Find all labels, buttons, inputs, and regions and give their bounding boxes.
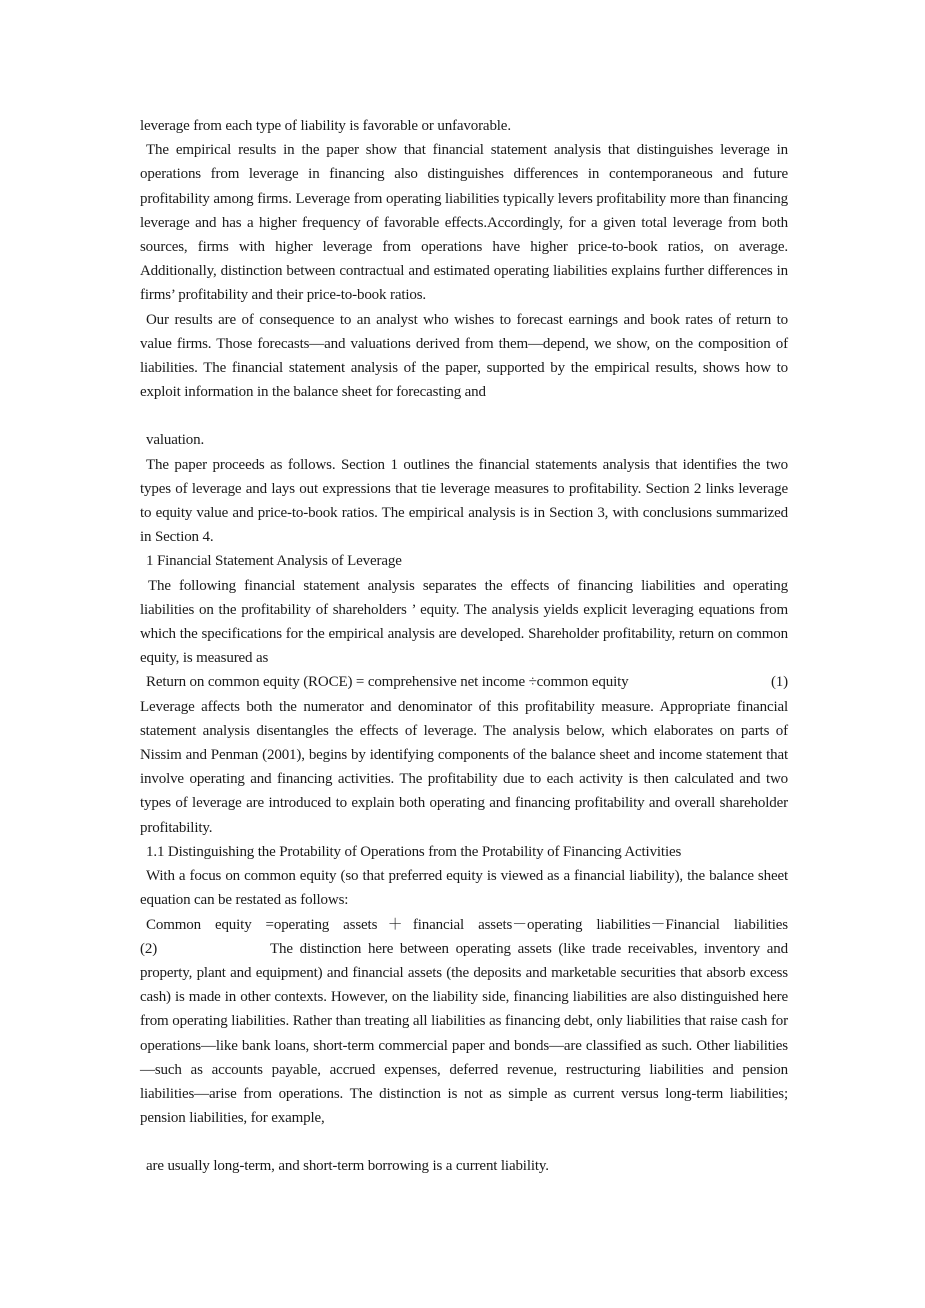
paragraph [140,937,788,1131]
paragraph-text: The distinction here between operating assets (like trade receivables, inventory and property, plant and equipment) and financial assets (the deposits and marketable securities that absorb excess cash) is made in other contexts. However, on the liability side, financing liabilities are also distinguished here from operating liabilities. Rather than treating all liabilities as financing debt, only liabilities that raise cash for operations—like bank loans, short-term commercial paper and bonds—are classified as such. Other liabilities—such as accounts payable, accrued expenses, deferred revenue, restructuring liabilities and pension liabilities—arise from operations. The distinction is not as simple as current versus long-term liabilities; pension liabilities, for example, [140,940,788,1127]
equation-number: (1) [770,674,788,691]
equation-balance-sheet: Common equity =operating assets＋financial assets－operating liabilities－Financial liabilities [146,916,788,933]
paragraph: leverage from each type of liability is favorable or unfavorable. [140,118,511,134]
equation-number: (2) [140,940,158,957]
paragraph: Our results are of consequence to an analyst who wishes to forecast earnings and book rates of return to value firms. Those forecasts—and valuations derived from them—depend, we show, on the composition of liabilities. The financial statement analysis of the paper, supported by the empirical results, shows how to exploit information in the balance sheet for forecasting and [140,311,788,401]
document-page [140,114,788,1179]
paragraph: With a focus on common equity (so that preferred equity is viewed as a financial liability), the balance sheet equation can be restated as follows: [140,868,788,909]
equation-roce [140,670,788,694]
paragraph: Leverage affects both the numerator and denominator of this profitability measure. Appropriate financial statement analysis disentangles the effects of leverage. The analysis below, which elaborates on parts of Nissim and Penman (2001), begins by identifying components of the balance sheet and income statement that involve operating and financing activities. The profitability due to each activity is then calculated and two types of leverage are introduced to explain both operating and financing profitability and overall shareholder profitability. [140,698,788,836]
paragraph: are usually long-term, and short-term borrowing is a current liability. [146,1158,549,1175]
page-gap [140,404,788,428]
paragraph: The paper proceeds as follows. Section 1 outlines the financial statements analysis that identifies the two types of leverage and lays out expressions that tie leverage measures to profitability. Section 2 links leverage to equity value and price-to-book ratios. The empirical analysis is in Section 3, with conclusions summarized in Section 4. [140,456,788,546]
paragraph: The following financial statement analysis separates the effects of financing liabilities and operating liabilities on the profitability of shareholders ’ equity. The analysis yields explicit leveraging equations from which the specifications for the empirical analysis are developed. Shareholder profitability, return on common equity, is measured as [140,577,788,667]
paragraph: The empirical results in the paper show that financial statement analysis that distinguishes leverage in operations from leverage in financing also distinguishes differences in contemporaneous and future profitability among firms. Leverage from operating liabilities typically levers profitability more than financing leverage and has a higher frequency of favorable effects.Accordingly, for a given total leverage from both sources, firms with higher leverage from operations have higher price-to-book ratios, on average. Additionally, distinction between contractual and estimated operating liabilities explains further differences in firms’ profitability and their price-to-book ratios. [140,142,788,304]
page-gap [140,1130,788,1154]
equation-text: Return on common equity (ROCE) = comprehensive net income ÷common equity [146,674,629,691]
section-heading: 1 Financial Statement Analysis of Leverage [146,553,402,570]
paragraph: valuation. [146,432,205,449]
subsection-heading: 1.1 Distinguishing the Protability of Operations from the Protability of Financing Activities [146,843,682,860]
